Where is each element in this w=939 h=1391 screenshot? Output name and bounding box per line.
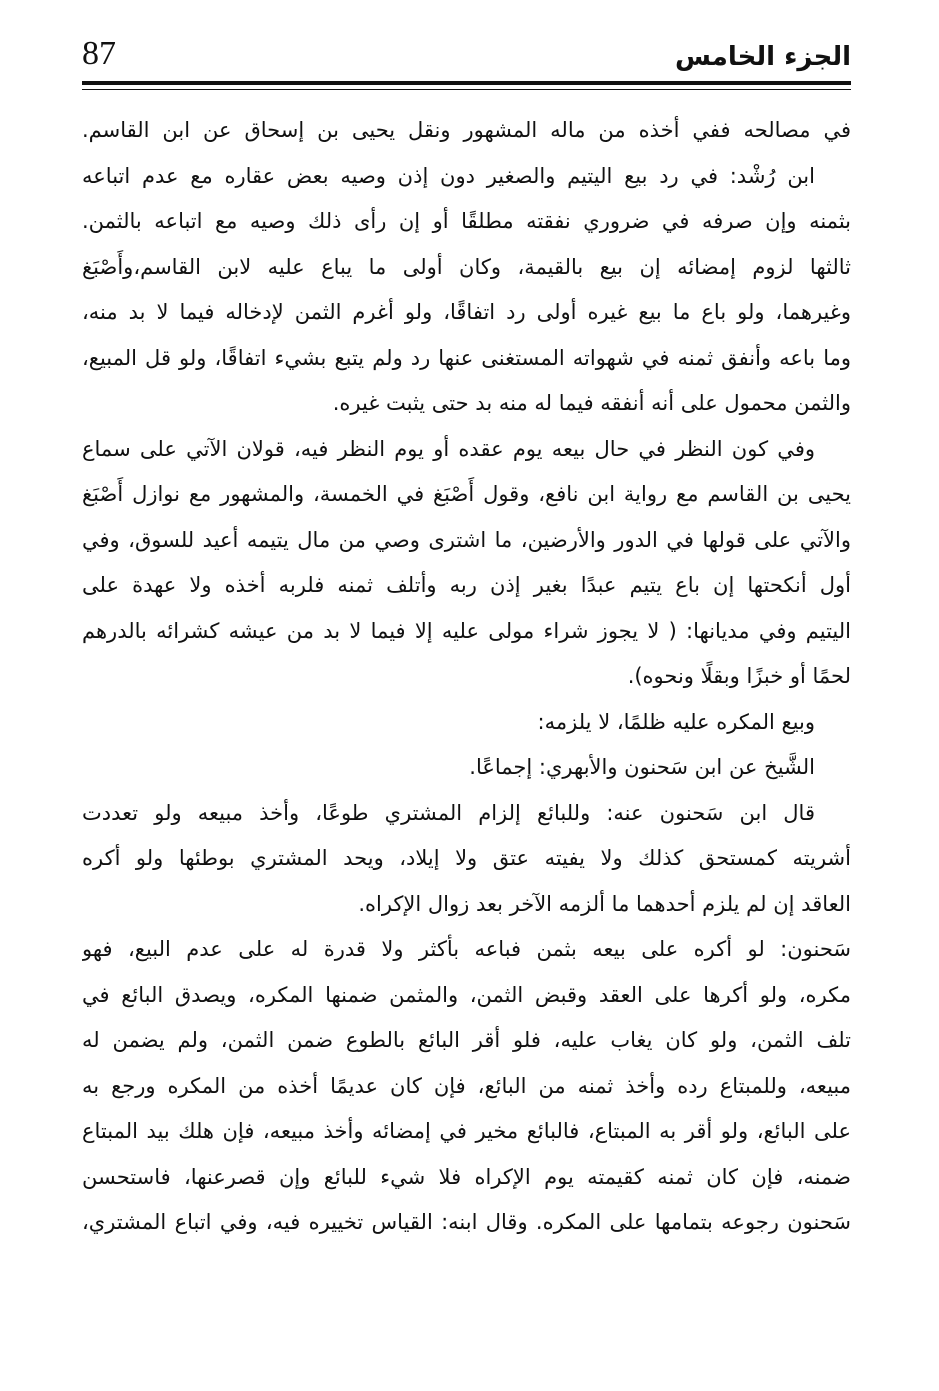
header-rule-thin bbox=[82, 89, 851, 90]
text-line: يحيى بن القاسم مع رواية ابن نافع، وقول أَصْبَغ في الخمسة، والمشهور مع نوازل أَصْبَغ bbox=[82, 482, 851, 506]
page-header bbox=[82, 34, 851, 84]
text-line: وبيع المكره عليه ظلمًا، لا يلزمه: bbox=[537, 709, 815, 734]
text-line: وما باعه وأنفق ثمنه في شهواته المستغنى عنها رد ولم يتبع بشيء اتفاقًا، ولو قل المبيع، bbox=[82, 345, 851, 370]
text-line: تلف الثمن، ولو كان يغاب عليه، فلو أقر البائع بالطوع ضمن الثمن، ولم يضمن له bbox=[82, 1028, 851, 1052]
text-line: والثمن محمول على أنه أنفقه فيما له منه بد حتى يثبت غيره. bbox=[332, 391, 851, 415]
text-line: قال ابن سَحنون عنه: وللبائع إلزام المشتري طوعًا، وأخذ مبيعه ولو تعددت bbox=[82, 800, 815, 825]
text-line: سَحنون: لو أكره على بيعه بثمن فباعه بأكثر ولا قدرة له على عدم البيع، فهو bbox=[82, 937, 851, 961]
running-head: الجزء الخامس bbox=[675, 42, 851, 72]
body-text bbox=[82, 108, 851, 1246]
text-line: العاقد إن لم يلزم أحدهما ما ألزمه الآخر بعد زوال الإكراه. bbox=[358, 891, 851, 916]
text-line: الشَّيخ عن ابن سَحنون والأبهري: إجماعًا. bbox=[469, 755, 815, 779]
text-line: وفي كون النظر في حال بيعه يوم عقده أو يوم النظر فيه، قولان الآتي على سماع bbox=[82, 436, 815, 461]
text-line: وغيرهما، ولو باع ما بيع غيره أولى رد اتفاقًا، ولو أغرم الثمن لإدخاله فيما لا بد منه، bbox=[82, 300, 851, 324]
text-line: على البائع، ولو أقر به المبتاع، فالبائع مخير في إمضائه وأخذ مبيعه، فإن هلك بيد المبتاع bbox=[82, 1119, 851, 1143]
text-line: أشريته كمستحق كذلك ولا يفيته عتق ولا إيلاد، ويحد المشتري بوطئها ولو أكره bbox=[82, 846, 851, 870]
text-line: اليتيم وفي مديانها: ( لا يجوز شراء مولى عليه إلا فيما لا بد من عيشه كشرائه بالدرهم bbox=[82, 618, 851, 643]
text-line: مبيعه، وللمبتاع رده وأخذ ثمنه من البائع، فإن كان عديمًا أخذه من المكره ورجع به bbox=[82, 1073, 851, 1098]
text-line: في مصالحه ففي أخذه من ماله المشهور ونقل يحيى بن إسحاق عن ابن القاسم. bbox=[82, 118, 851, 142]
text-line: ابن رُشْد: في رد بيع اليتيم والصغير دون إذن وصيه بعض عقاره مع عدم اتباعه bbox=[82, 163, 815, 188]
text-line: بثمنه وإن صرفه في ضروري نفقته مطلقًا أو إن رأى ذلك وصيه مع اتباعه بالثمن. bbox=[82, 209, 851, 233]
text-line: سَحنون رجوعه بتمامها على المكره. وقال ابنه: القياس تخييره فيه، وفي اتباع المشتري، bbox=[82, 1210, 851, 1234]
text-line: مكره، ولو أكرها على العقد وقبض الثمن، والمثمن ضمنها المكره، ويصدق البائع في bbox=[82, 982, 851, 1007]
text-line: أول أنكحتها إن باع يتيم عبدًا بغير إذن ربه وأتلف ثمنه فلربه أخذه ولا عهدة على bbox=[82, 573, 851, 597]
page-number: 87 bbox=[82, 35, 116, 72]
text-line: لحمًا أو خبزًا وبقلًا ونحوه). bbox=[627, 664, 851, 688]
header-rule-thick bbox=[82, 81, 851, 85]
text-line: والآتي على قولها في الدور والأرضين، ما اشترى وصي من مال يتيمه أعيد للسوق، وفي bbox=[82, 527, 851, 552]
text-line: ثالثها لزوم إمضائه إن بيع بالقيمة، وكان أولى ما يباع عليه لابن القاسم،وأَصْبَغ bbox=[82, 254, 851, 279]
text-line: ضمنه، فإن كان ثمنه كقيمته يوم الإكراه فلا شيء للبائع وإن قصرعنها، فاستحسن bbox=[82, 1164, 851, 1189]
